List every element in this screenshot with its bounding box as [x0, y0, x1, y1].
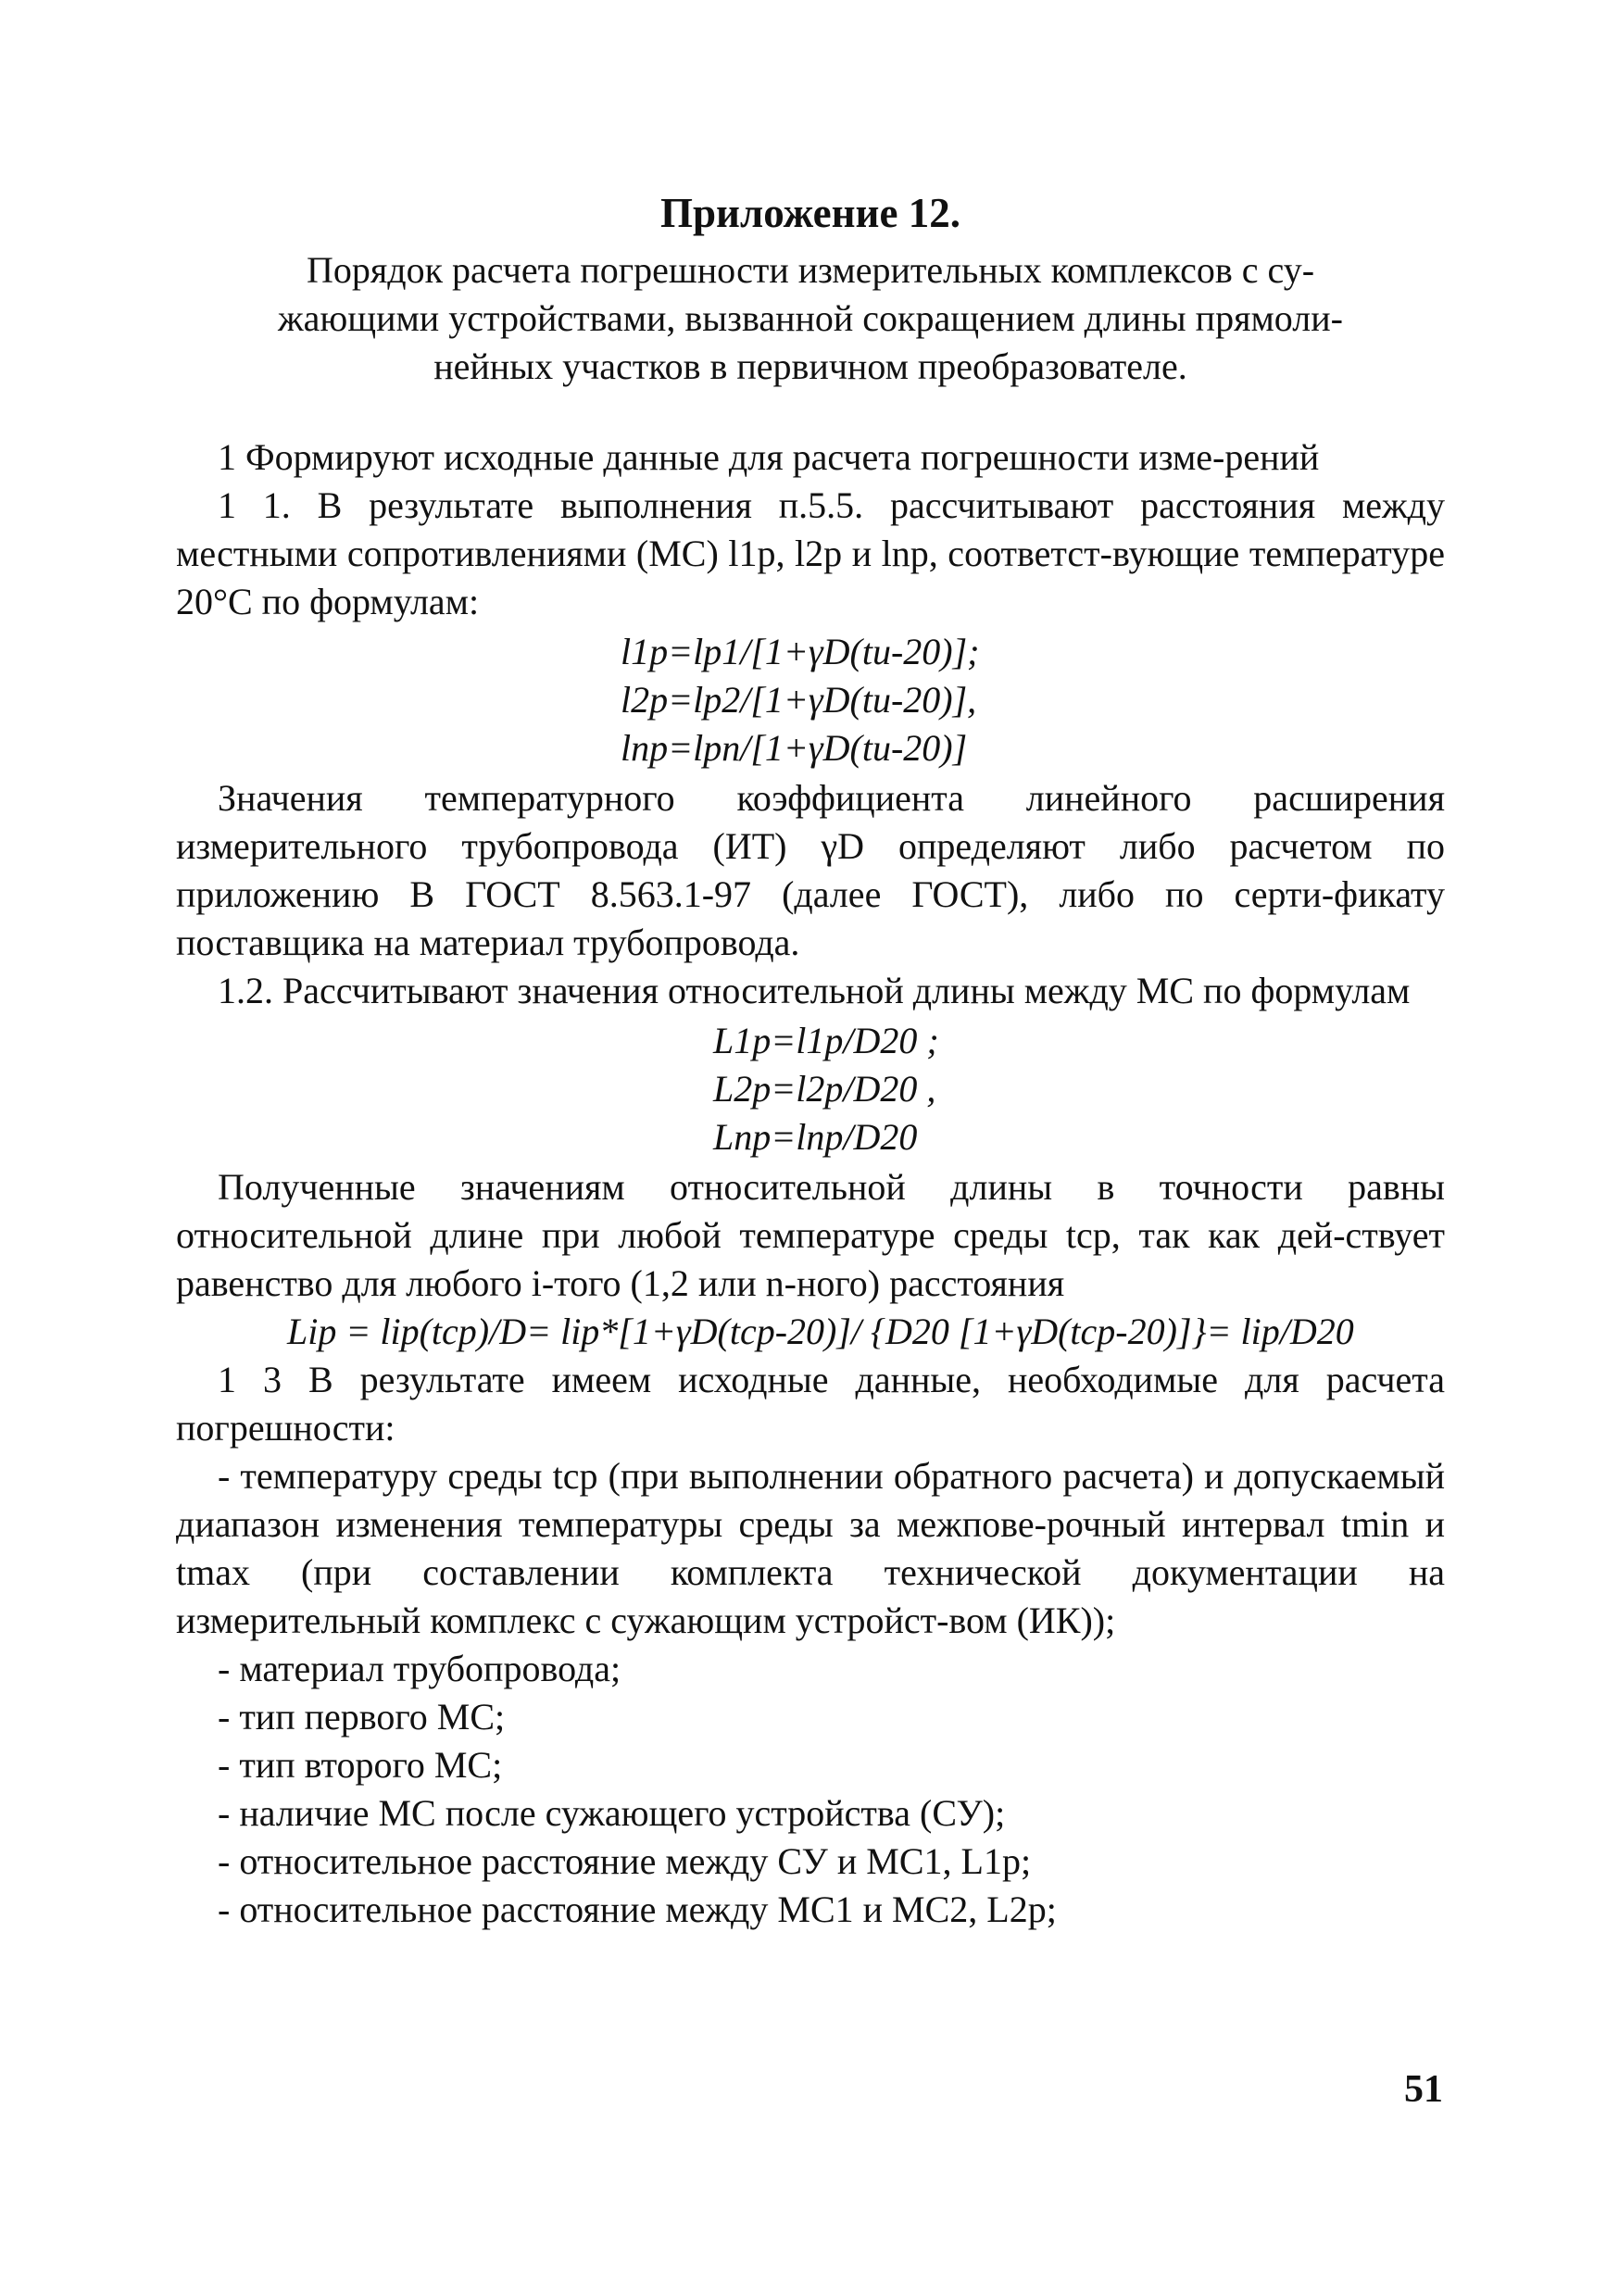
- list-item-distance-ms1-ms2: - относительное расстояние между МС1 и МС2, L2p;: [218, 1888, 1057, 1930]
- formula-block-relative: [176, 1017, 1445, 1161]
- subtitle-line-1: Порядок расчета погрешности измерительных комплексов с су-: [306, 249, 1315, 291]
- formula-lnp: lnp=lpn/[1+γD(tu-20)]: [621, 727, 968, 769]
- appendix-subtitle: [176, 246, 1445, 391]
- formula-L1p: L1p=l1p/D20 ;: [713, 1020, 939, 1061]
- list-item-distance-su-ms1: - относительное расстояние между СУ и МС1, L1p;: [218, 1840, 1032, 1882]
- page-number: 51: [1404, 2068, 1443, 2111]
- list-item-temperature: - температуру среды tcp (при выполнении обратного расчета) и допускаемый диапазон изменения температуры среды за межпове-рочный интервал tmin и tmax (при составлении комплекта технической документации на измерительный комплекс с сужающим устройст-вом (ИК));: [176, 1455, 1445, 1641]
- formula-L2p: L2p=l2p/D20 ,: [713, 1068, 936, 1110]
- paragraph-1-2: 1.2. Рассчитывают значения относительной длины между МС по формулам: [218, 970, 1411, 1011]
- list-item-material: - материал трубопровода;: [218, 1648, 621, 1689]
- paragraph-received: Полученные значениям относительной длины в точности равны относительной длине при любой температуре среды tcp, так как дей-ствует равенство для любого i-того (1,2 или n-ного) расстояния: [176, 1166, 1445, 1304]
- list-item-first-ms: - тип первого МС;: [218, 1696, 506, 1738]
- paragraph-values: Значения температурного коэффициента линейного расширения измерительного трубопровода (ИТ) γD определяют либо расчетом по приложению В ГОСТ 8.563.1-97 (далее ГОСТ), либо по серти-фикату поставщика на материал трубопровода.: [176, 777, 1445, 963]
- subtitle-line-2: жающими устройствами, вызванной сокращением длины прямоли-: [278, 297, 1343, 339]
- appendix-heading: Приложение 12.: [660, 190, 960, 236]
- list-item-ms-after-su: - наличие МС после сужающего устройства (СУ);: [218, 1792, 1006, 1834]
- paragraph-1: 1 Формируют исходные данные для расчета погрешности изме-рений: [218, 436, 1320, 478]
- formula-block-lengths: [176, 628, 1445, 772]
- page-content: [176, 185, 1445, 1934]
- subtitle-line-3: нейных участков в первичном преобразователе.: [433, 345, 1187, 387]
- formula-l1p: l1p=lp1/[1+γD(tu-20)];: [621, 631, 980, 672]
- formula-l2p: l2p=lp2/[1+γD(tu-20)],: [621, 679, 977, 721]
- paragraph-1-1: 1 1. В результате выполнения п.5.5. рассчитывают расстояния между местными сопротивлениями (МС) l1p, l2p и lnp, соответст-вующие температуре 20°С по формулам:: [176, 484, 1445, 622]
- formula-equality: Lip = lip(tcp)/D= lip*[1+γD(tcp-20)]/ {D20 [1+γD(tcp-20)]}= lip/D20: [287, 1311, 1354, 1352]
- formula-Lnp: Lnp=lnp/D20: [713, 1116, 918, 1158]
- paragraph-1-3: 1 3 В результате имеем исходные данные, необходимые для расчета погрешности:: [176, 1359, 1445, 1449]
- list-item-second-ms: - тип второго МС;: [218, 1744, 503, 1786]
